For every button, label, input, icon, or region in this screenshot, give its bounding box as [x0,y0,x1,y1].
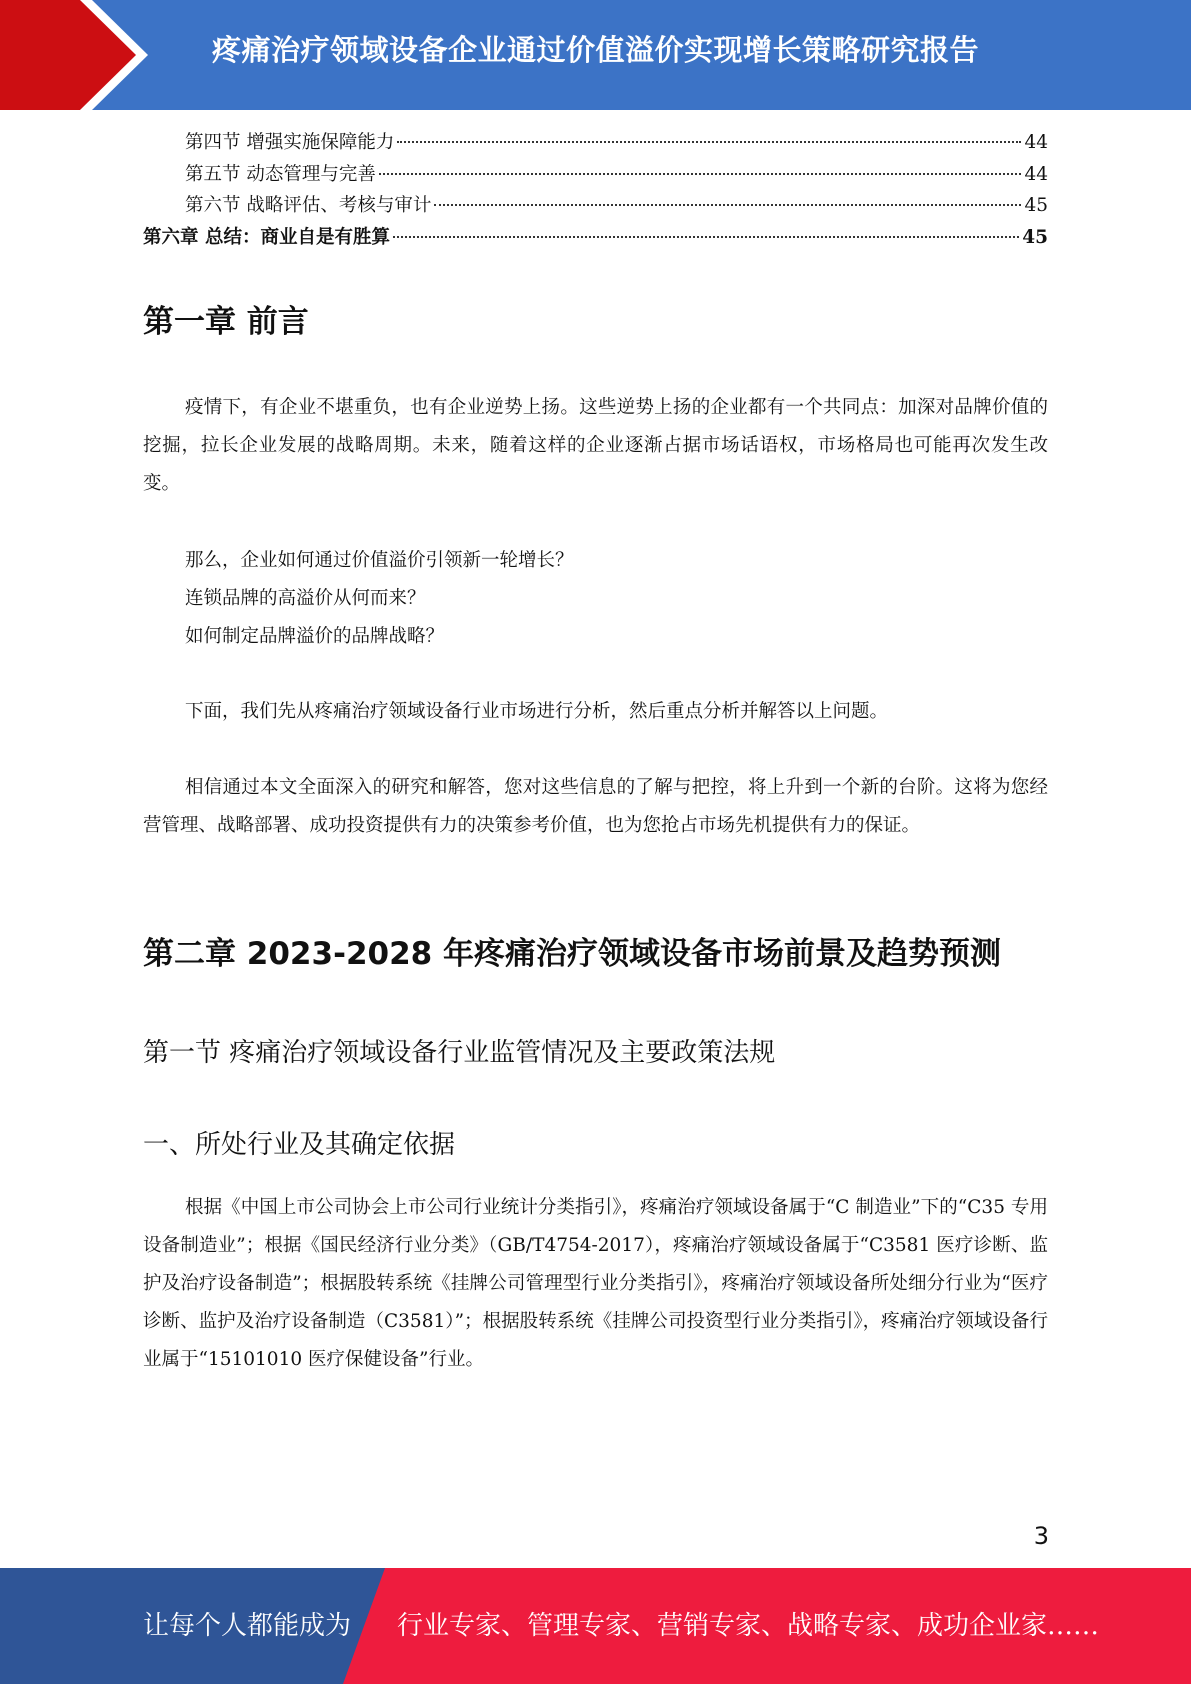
toc-leader-dots [393,236,1019,238]
toc-entry-chapter[interactable] [143,223,1048,255]
toc-entry[interactable] [143,128,1048,160]
footer-slogan-left: 让每个人都能成为 [143,1611,352,1641]
page-footer [0,1568,1191,1684]
toc-entry[interactable] [143,160,1048,192]
toc-list [143,128,1048,254]
chapter2-title: 第二章 2023-2028 年疼痛治疗领域设备市场前景及趋势预测 [143,936,1002,972]
toc-leader-dots [397,141,1021,143]
chapter1-title: 第一章 前言 [143,304,309,340]
toc-entry-page: 45 [1024,195,1048,216]
chapter2-paragraph-1: 根据《中国上市公司协会上市公司行业统计分类指引》，疼痛治疗领域设备属于“C 制造业”下的“C35 专用设备制造业”；根据《国民经济行业分类》（GB/T4754-2017），疼痛治疗领域设备属于“C3581 医疗诊断、监护及治疗设备制造”；根据股转系统《挂牌公司管理型行业分类指引》，疼痛治疗领域设备所处细分行业为“医疗诊断、监护及治疗设备制造（C3581）”；根据股转系统《挂牌公司投资型行业分类指引》，疼痛治疗领域设备行业属于“15101010 医疗保健设备”行业。 [143,1197,1048,1370]
toc-entry[interactable] [143,191,1048,223]
section1-title: 第一节 疼痛治疗领域设备行业监管情况及主要政策法规 [143,1038,776,1068]
toc-entry-label: 第四节 增强实施保障能力 [185,132,395,153]
chapter1-paragraph-2: 下面，我们先从疼痛治疗领域设备行业市场进行分析，然后重点分析并解答以上问题。 [185,701,889,722]
toc-leader-dots [379,173,1022,175]
header-title: 疼痛治疗领域设备企业通过价值溢价实现增长策略研究报告 [211,33,979,67]
toc-entry-label: 第五节 动态管理与完善 [185,163,376,185]
subsection1-title: 一、所处行业及其确定依据 [143,1130,456,1160]
question-1: 那么，企业如何通过价值溢价引领新一轮增长？ [185,550,574,571]
toc-entry-page: 44 [1024,163,1048,185]
page-number: 3 [1033,1522,1049,1550]
footer-slogan-right: 行业专家、管理专家、营销专家、战略专家、成功企业家…… [397,1611,1100,1641]
chapter1-paragraph-3: 相信通过本文全面深入的研究和解答，您对这些信息的了解与把控，将上升到一个新的台阶。这将为您经营管理、战略部署、成功投资提供有力的决策参考价值，也为您抢占市场先机提供有力的保证。 [143,777,1048,836]
toc-leader-dots [434,204,1021,206]
question-3: 如何制定品牌溢价的品牌战略？ [185,626,445,647]
toc-entry-label: 第六节 战略评估、考核与审计 [185,195,432,216]
toc-entry-page: 44 [1024,132,1048,153]
toc-entry-label: 第六章 总结：商业自是有胜算 [143,226,390,248]
page-header [0,0,1191,110]
toc-entry-page: 45 [1022,226,1048,248]
chapter1-paragraph-1: 疫情下，有企业不堪重负，也有企业逆势上扬。这些逆势上扬的企业都有一个共同点：加深对品牌价值的挖掘，拉长企业发展的战略周期。未来，随着这样的企业逐渐占据市场话语权，市场格局也可能再次发生改变。 [143,397,1048,494]
question-2: 连锁品牌的高溢价从何而来？ [185,588,426,609]
